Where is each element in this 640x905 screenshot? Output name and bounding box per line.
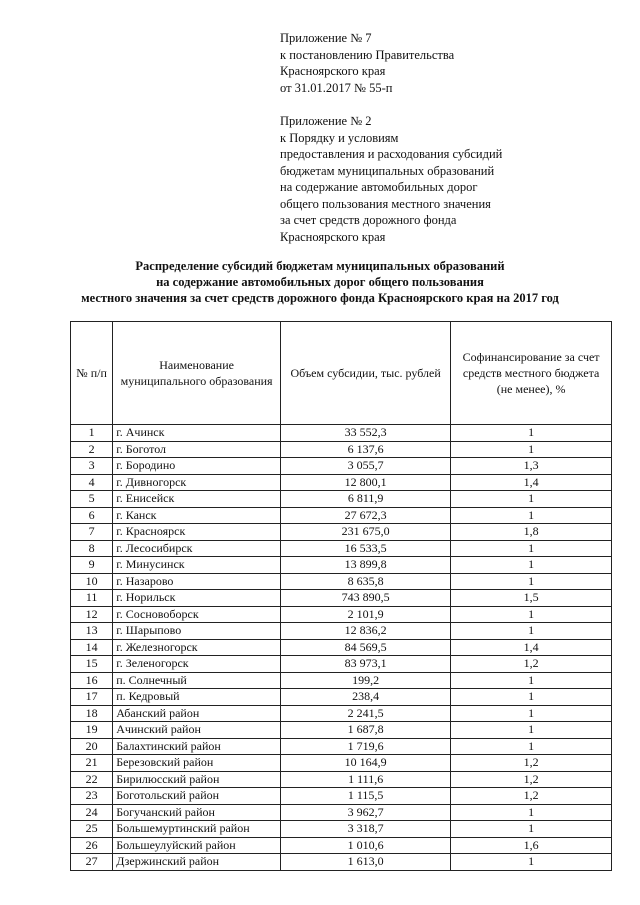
cell-cofinancing: 1 — [451, 441, 612, 458]
table-row — [71, 623, 612, 640]
table-row — [71, 672, 612, 689]
cell-cofinancing: 1,5 — [451, 590, 612, 607]
cell-cofinancing: 1,2 — [451, 788, 612, 805]
cell-volume: 33 552,3 — [281, 425, 451, 442]
cell-volume: 238,4 — [281, 689, 451, 706]
annex-line: на содержание автомобильных дорог — [280, 180, 478, 194]
table-row — [71, 573, 612, 590]
annex-line: за счет средств дорожного фонда — [280, 213, 457, 227]
cell-num: 8 — [71, 540, 113, 557]
cell-name: г. Железногорск — [113, 639, 281, 656]
cell-volume: 1 115,5 — [281, 788, 451, 805]
cell-name: Богучанский район — [113, 804, 281, 821]
cell-num: 19 — [71, 722, 113, 739]
cell-num: 15 — [71, 656, 113, 673]
cell-cofinancing: 1 — [451, 689, 612, 706]
table-row — [71, 606, 612, 623]
cell-volume: 6 137,6 — [281, 441, 451, 458]
cell-volume: 3 318,7 — [281, 821, 451, 838]
cell-num: 10 — [71, 573, 113, 590]
cell-num: 6 — [71, 507, 113, 524]
table-header-row — [71, 322, 612, 425]
cell-volume: 743 890,5 — [281, 590, 451, 607]
cell-name: г. Канск — [113, 507, 281, 524]
header-name: Наименование муниципального образования — [113, 322, 281, 425]
table-row — [71, 722, 612, 739]
cell-name: п. Кедровый — [113, 689, 281, 706]
table-row — [71, 689, 612, 706]
cell-cofinancing: 1 — [451, 722, 612, 739]
cell-num: 25 — [71, 821, 113, 838]
cell-name: Дзержинский район — [113, 854, 281, 871]
cell-num: 18 — [71, 705, 113, 722]
cell-volume: 12 836,2 — [281, 623, 451, 640]
cell-volume: 10 164,9 — [281, 755, 451, 772]
annex-2-header — [280, 113, 502, 245]
cell-volume: 3 055,7 — [281, 458, 451, 475]
cell-num: 24 — [71, 804, 113, 821]
cell-name: г. Ачинск — [113, 425, 281, 442]
table-row — [71, 788, 612, 805]
cell-name: Большемуртинский район — [113, 821, 281, 838]
cell-num: 20 — [71, 738, 113, 755]
annex-line: Красноярского края — [280, 229, 386, 244]
cell-name: г. Минусинск — [113, 557, 281, 574]
cell-cofinancing: 1 — [451, 540, 612, 557]
cell-volume: 27 672,3 — [281, 507, 451, 524]
cell-volume: 3 962,7 — [281, 804, 451, 821]
cell-cofinancing: 1 — [451, 804, 612, 821]
cell-cofinancing: 1 — [451, 738, 612, 755]
cell-num: 26 — [71, 837, 113, 854]
header-cofinancing: Софинансирование за счет средств местного бюджета (не менее), % — [451, 322, 612, 425]
cell-volume: 84 569,5 — [281, 639, 451, 656]
cell-name: г. Бородино — [113, 458, 281, 475]
cell-num: 7 — [71, 524, 113, 541]
table-row — [71, 425, 612, 442]
cell-cofinancing: 1 — [451, 491, 612, 508]
cell-name: Абанский район — [113, 705, 281, 722]
cell-num: 14 — [71, 639, 113, 656]
cell-cofinancing: 1 — [451, 557, 612, 574]
table-row — [71, 755, 612, 772]
table-row — [71, 821, 612, 838]
annex-line: Приложение № 2 — [280, 114, 372, 128]
cell-num: 12 — [71, 606, 113, 623]
cell-name: г. Боготол — [113, 441, 281, 458]
table-row — [71, 837, 612, 854]
annex-line: Красноярского края — [280, 64, 386, 78]
cell-volume: 1 719,6 — [281, 738, 451, 755]
table-row — [71, 491, 612, 508]
cell-name: Боготольский район — [113, 788, 281, 805]
cell-name: г. Дивногорск — [113, 474, 281, 491]
cell-name: Балахтинский район — [113, 738, 281, 755]
cell-cofinancing: 1,6 — [451, 837, 612, 854]
cell-volume: 1 613,0 — [281, 854, 451, 871]
cell-num: 17 — [71, 689, 113, 706]
table-row — [71, 540, 612, 557]
annex-line: предоставления и расходования субсидий — [280, 147, 503, 161]
table-row — [71, 557, 612, 574]
cell-volume: 16 533,5 — [281, 540, 451, 557]
cell-num: 22 — [71, 771, 113, 788]
cell-cofinancing: 1 — [451, 507, 612, 524]
cell-name: г. Назарово — [113, 573, 281, 590]
table-row — [71, 590, 612, 607]
annex-line: к Порядку и условиям — [280, 130, 399, 145]
cell-num: 11 — [71, 590, 113, 607]
cell-volume: 12 800,1 — [281, 474, 451, 491]
header-volume: Объем субсидии, тыс. рублей — [281, 322, 451, 425]
cell-num: 2 — [71, 441, 113, 458]
cell-cofinancing: 1,2 — [451, 656, 612, 673]
cell-volume: 231 675,0 — [281, 524, 451, 541]
cell-cofinancing: 1 — [451, 672, 612, 689]
table-row — [71, 458, 612, 475]
title-line: Распределение субсидий бюджетам муниципальных образований — [135, 259, 505, 273]
annex-line: бюджетам муниципальных образований — [280, 163, 495, 178]
title-line: местного значения за счет средств дорожного фонда Красноярского края на 2017 год — [81, 291, 559, 305]
table-row — [71, 738, 612, 755]
cell-cofinancing: 1,2 — [451, 771, 612, 788]
table-row — [71, 804, 612, 821]
cell-num: 5 — [71, 491, 113, 508]
cell-num: 3 — [71, 458, 113, 475]
cell-cofinancing: 1 — [451, 606, 612, 623]
cell-volume: 83 973,1 — [281, 656, 451, 673]
table-row — [71, 474, 612, 491]
cell-num: 13 — [71, 623, 113, 640]
table-row — [71, 854, 612, 871]
cell-name: п. Солнечный — [113, 672, 281, 689]
cell-name: г. Красноярск — [113, 524, 281, 541]
cell-num: 23 — [71, 788, 113, 805]
cell-volume: 13 899,8 — [281, 557, 451, 574]
cell-name: г. Норильск — [113, 590, 281, 607]
cell-name: г. Шарыпово — [113, 623, 281, 640]
header-num: № п/п — [71, 322, 113, 425]
cell-cofinancing: 1 — [451, 854, 612, 871]
subsidy-table — [70, 321, 612, 871]
table-row — [71, 656, 612, 673]
annex-line: к постановлению Правительства — [280, 47, 455, 62]
cell-volume: 6 811,9 — [281, 491, 451, 508]
cell-cofinancing: 1 — [451, 623, 612, 640]
cell-name: Бирилюсский район — [113, 771, 281, 788]
table-row — [71, 441, 612, 458]
cell-num: 4 — [71, 474, 113, 491]
cell-volume: 8 635,8 — [281, 573, 451, 590]
cell-volume: 1 111,6 — [281, 771, 451, 788]
annex-line: общего пользования местного значения — [280, 196, 491, 211]
table-row — [71, 507, 612, 524]
cell-name: Большеулуйский район — [113, 837, 281, 854]
cell-volume: 2 101,9 — [281, 606, 451, 623]
cell-cofinancing: 1 — [451, 705, 612, 722]
cell-name: Ачинский район — [113, 722, 281, 739]
cell-name: г. Сосновоборск — [113, 606, 281, 623]
cell-name: г. Лесосибирск — [113, 540, 281, 557]
annex-line: от 31.01.2017 № 55-п — [280, 80, 393, 95]
cell-name: г. Зеленогорск — [113, 656, 281, 673]
cell-cofinancing: 1,4 — [451, 474, 612, 491]
cell-cofinancing: 1,2 — [451, 755, 612, 772]
cell-cofinancing: 1 — [451, 425, 612, 442]
cell-volume: 1 010,6 — [281, 837, 451, 854]
cell-cofinancing: 1 — [451, 821, 612, 838]
cell-num: 1 — [71, 425, 113, 442]
cell-num: 27 — [71, 854, 113, 871]
cell-volume: 199,2 — [281, 672, 451, 689]
table-row — [71, 639, 612, 656]
cell-cofinancing: 1,8 — [451, 524, 612, 541]
cell-volume: 1 687,8 — [281, 722, 451, 739]
table-row — [71, 771, 612, 788]
table-body — [71, 425, 612, 871]
document-title — [0, 258, 640, 306]
cell-num: 16 — [71, 672, 113, 689]
cell-name: г. Енисейск — [113, 491, 281, 508]
title-line: на содержание автомобильных дорог общего пользования — [156, 275, 484, 289]
cell-num: 9 — [71, 557, 113, 574]
cell-name: Березовский район — [113, 755, 281, 772]
cell-cofinancing: 1,4 — [451, 639, 612, 656]
cell-cofinancing: 1 — [451, 573, 612, 590]
cell-cofinancing: 1,3 — [451, 458, 612, 475]
annex-line: Приложение № 7 — [280, 31, 372, 45]
table-row — [71, 705, 612, 722]
cell-num: 21 — [71, 755, 113, 772]
annex-7-header — [280, 30, 454, 96]
cell-volume: 2 241,5 — [281, 705, 451, 722]
table-row — [71, 524, 612, 541]
